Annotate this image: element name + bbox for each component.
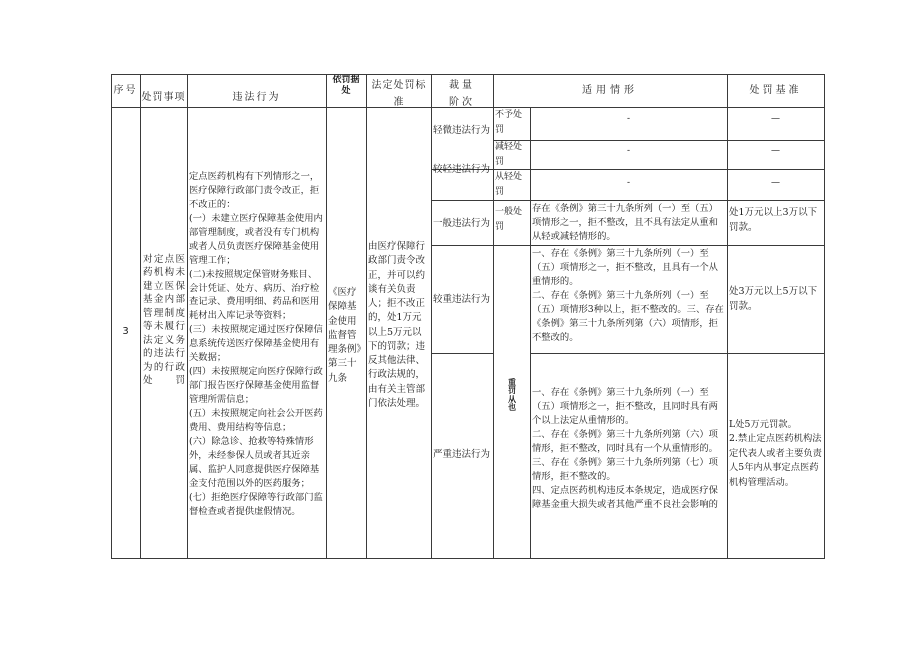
benchmark-serious-1: L处5万元罚款。: [729, 419, 797, 430]
behavior-item-7: (七）拒绝医疗保障等行政部门监督检查或者提供虚假情况。: [189, 491, 323, 517]
col-line: [493, 74, 494, 559]
benchmark-general: 处1万元以上3万以下罚款。: [729, 207, 818, 233]
col-line: [140, 74, 141, 559]
behavior-item-6: (六）除急诊、抢救等特殊情形外，未经参保人员或者其近亲属、监护人同意提供医疗保障基金支付范围以外的医药服务；: [189, 435, 320, 489]
table-border-bottom: [111, 558, 825, 559]
situation-lenient: -: [626, 178, 631, 188]
situation-serious-2: 二、存在《条例》第三十九条所列第（六）项情形，拒不整改，同时具有一个从重情形的。: [532, 428, 718, 454]
table-border-right: [824, 74, 825, 559]
col-line: [187, 74, 188, 559]
row-line: [493, 140, 825, 141]
behavior-item-2: (二)未按照规定保管财务账目、会计凭证、处方、病历、治疗检查记录、费用明细、药品和医用耗材出入库记录等资料；: [189, 268, 320, 322]
situation-reduce: -: [626, 146, 631, 156]
table-border-left: [111, 74, 112, 559]
benchmark-serious: [729, 418, 823, 490]
header-benchmark: 处罚基准: [749, 85, 802, 96]
situation-heavier-1: 一、存在《条例》第三十九条所列（一）至（五）项情形之一，拒不整改，且具有一个从重情形的。: [532, 248, 718, 287]
header-seq: 序号: [113, 85, 138, 96]
level-general: 一般违法行为: [433, 218, 491, 229]
row-line: [431, 200, 825, 201]
level-minor-lenient: 从轻处罚: [495, 172, 523, 197]
situation-serious: [532, 386, 726, 511]
row-line: [431, 353, 493, 354]
col-line: [431, 74, 432, 559]
col-line: [366, 74, 367, 559]
row-legal-standard: 由医疗保障行政部门责令改正，并可以约谈有关负责人；拒不改正的，处1万元以上5万元以下的罚款；违反其他法律、行政法规的，由有关主管部门依法处理。: [368, 241, 426, 409]
situation-general: 存在《条例》第三十九条所列（一）至（五）项情形之一，拒不整改，且不具有法定从重和从轻或减轻情形的。: [532, 203, 718, 242]
benchmark-lenient: —: [771, 178, 780, 188]
col-line: [326, 74, 327, 559]
level-general-sub: 一般处罚: [495, 207, 523, 233]
behavior-item-1: (一）未建立医疗保障基金使用内部管理制度，或者没有专门机构或者人员负责医疗保障基金使用管理工作；: [189, 212, 323, 266]
row-line: [431, 245, 825, 246]
header-basis: 依罚据处: [332, 75, 360, 96]
situation-none: -: [626, 114, 631, 124]
benchmark-none: —: [771, 114, 780, 124]
benchmark-heavier: 处3万元以上5万以下罚款。: [729, 286, 818, 312]
behavior-item-5: (五）未按照规定向社会公开医药费用、费用结构等信息；: [189, 407, 323, 433]
level-light-none: 不予处罚: [495, 110, 523, 136]
row-seq: 3: [122, 326, 129, 337]
situation-serious-3: 三、存在《条例》第三十九条所列第（七）项情形，拒不整改的。: [532, 456, 718, 482]
row-item: 对定点医药机构未建立医保基金内部管理制度等未履行法定义务的违法行为的行政处罚: [143, 254, 185, 387]
header-level: 裁量阶次: [449, 80, 475, 108]
situation-serious-1: 一、存在《条例》第三十九条所列（一）至（五）项情形之一，拒不整改，且同时具有两个以上法定从重情形的。: [532, 387, 718, 426]
level-light-reduce: 减轻处罚: [495, 142, 523, 167]
level-light: 轻微违法行为: [433, 125, 491, 136]
header-item: 处罚事项: [141, 92, 186, 103]
behavior-intro: 定点医药机构有下列情形之一，医疗保障行政部门责令改正，拒不改正的：: [189, 171, 320, 210]
situation-heavier-2: 二、存在《条例》第三十九条所列（一）至（五）项情形3种以上，拒不整改的。三、存在《条例》第三十九条所列第（六）项情形，拒不整改的。: [532, 289, 724, 343]
row-line: [530, 353, 825, 354]
level-serious: 严重违法行为: [433, 449, 491, 460]
row-behavior: [189, 170, 325, 518]
behavior-item-3: (三）未按照规定通过医疗保障信息系统传送医疗保障基金使用有关数据；: [189, 324, 323, 364]
situation-heavier: [532, 247, 726, 345]
header-situation: 适用情形: [582, 85, 638, 96]
level-minor: 较轻违法行为: [433, 164, 491, 175]
benchmark-reduce: —: [771, 146, 780, 156]
header-legal-std: 法定处罚标准: [371, 80, 427, 108]
level-heavier: 较重违法行为: [433, 294, 491, 305]
header-behavior: 违法行为: [232, 92, 281, 103]
row-basis: 《医疗保障基金使用监督管理条例》第三十九条: [328, 287, 362, 384]
benchmark-serious-2: 2.禁止定点医药机构法定代表人或者主要负责人5年内从事定点医药机构管理活动。: [729, 433, 822, 488]
table-border-top: [111, 74, 825, 75]
situation-serious-4: 四、定点医药机构违反本条规定，造成医疗保障基金重大损失或者其他严重不良社会影响的: [532, 484, 718, 510]
col-line: [530, 107, 531, 559]
level-heavy-sub: 重罚从也: [508, 378, 516, 412]
behavior-item-4: (四）未按照规定向医疗保障行政部门报告医疗保障基金使用监督管理所需信息；: [189, 366, 323, 405]
